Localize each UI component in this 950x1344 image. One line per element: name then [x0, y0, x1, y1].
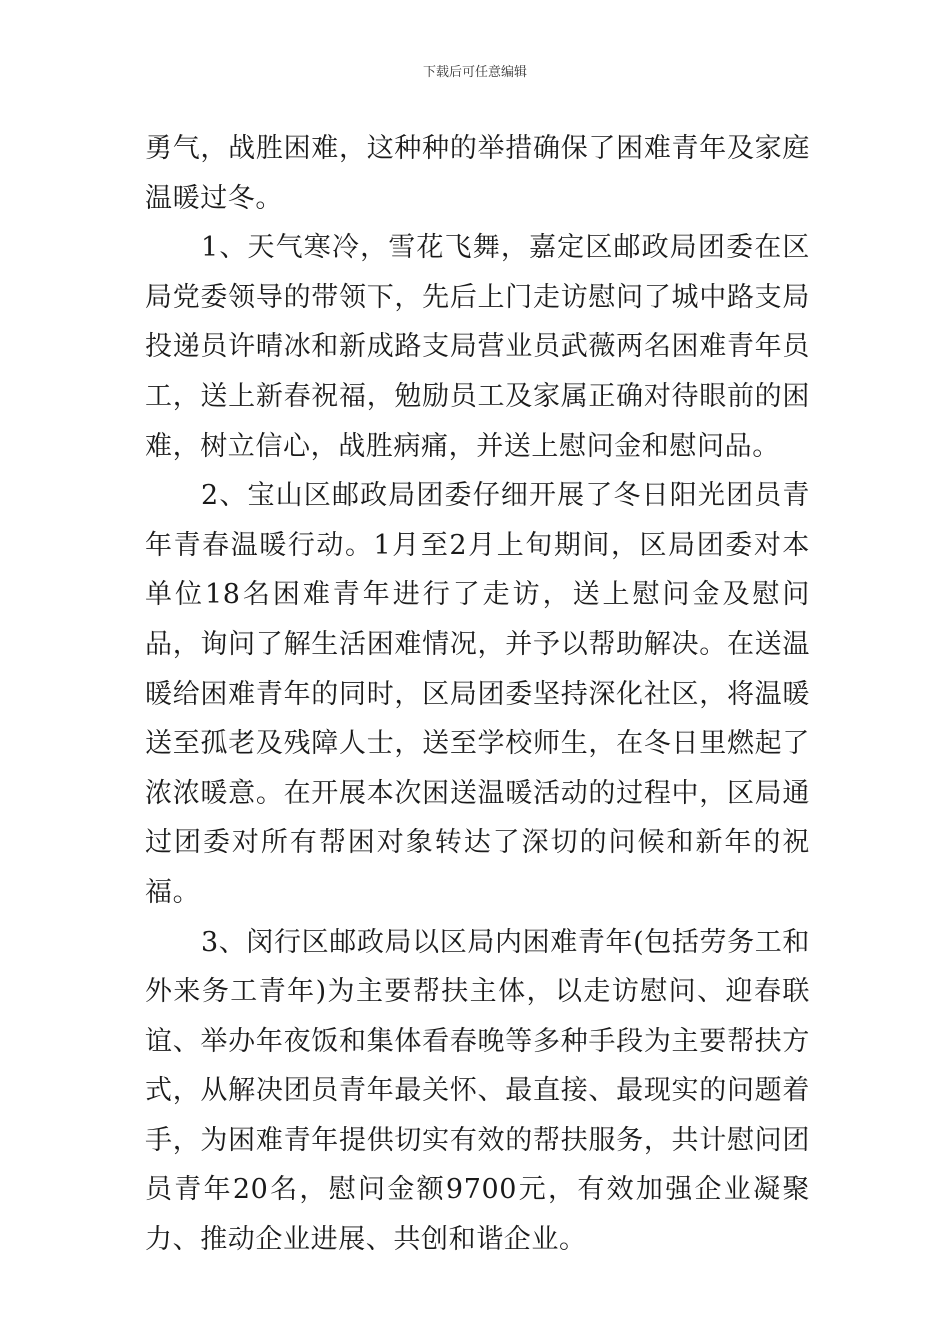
- paragraph-item-3: 3、闵行区邮政局以区局内困难青年(包括劳务工和外来务工青年)为主要帮扶主体，以走访慰问、迎春联谊、举办年夜饭和集体看春晚等多种手段为主要帮扶方式，从解决团员青年最关怀、最直接、最现实的问题着手，为困难青年提供切实有效的帮扶服务，共计慰问团员青年20名，慰问金额9700元，有效加强企业凝聚力、推动企业进展、共创和谐企业。: [145, 926, 810, 1256]
- document-body: [145, 124, 810, 1265]
- paragraph-continuation: 勇气，战胜困难，这种种的举措确保了困难青年及家庭温暖过冬。: [145, 133, 810, 214]
- paragraph-item-2: 2、宝山区邮政局团委仔细开展了冬日阳光团员青年青春温暖行动。1月至2月上旬期间，区局团委对本单位18名困难青年进行了走访，送上慰问金及慰问品，询问了解生活困难情况，并予以帮助解决。在送温暖给困难青年的同时，区局团委坚持深化社区，将温暖送至孤老及残障人士，送至学校师生，在冬日里燃起了浓浓暖意。在开展本次困送温暖活动的过程中，区局通过团委对所有帮困对象转达了深切的问候和新年的祝福。: [145, 480, 810, 908]
- page-header: 下载后可任意编辑: [422, 65, 527, 80]
- paragraph-item-1: 1、天气寒冷，雪花飞舞，嘉定区邮政局团委在区局党委领导的带领下，先后上门走访慰问了城中路支局投递员许晴冰和新成路支局营业员武薇两名困难青年员工，送上新春祝福，勉励员工及家属正确对待眼前的困难，树立信心，战胜病痛，并送上慰问金和慰问品。: [145, 232, 810, 462]
